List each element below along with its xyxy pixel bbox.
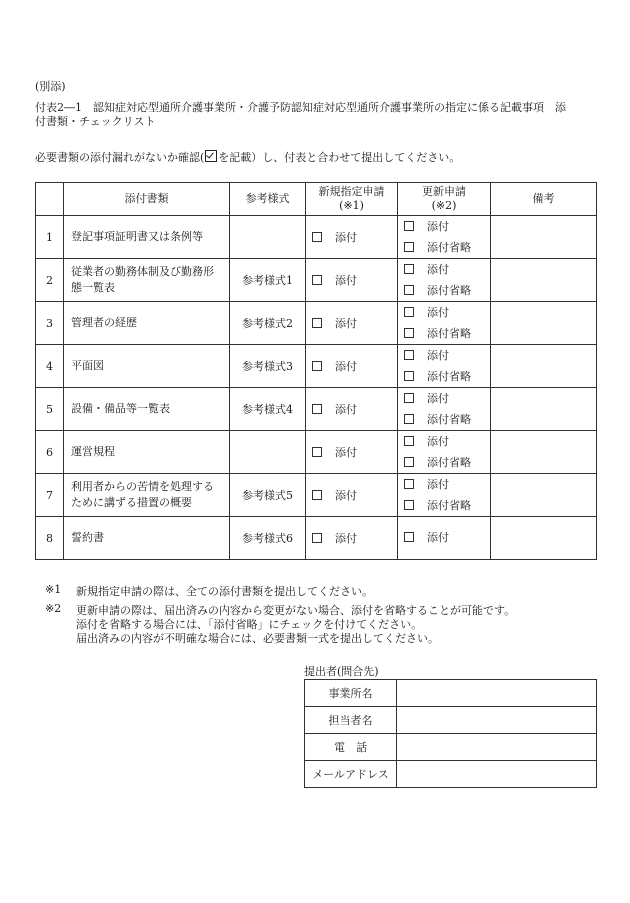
header-new-application-note: (※1) xyxy=(339,199,364,212)
note2-text-line3: 届出済みの内容が不明確な場合には、必要書類一式を提出してください。 xyxy=(76,632,439,645)
renewal-attach-label: 添付 xyxy=(427,435,449,448)
renewal-application-cell xyxy=(398,474,491,517)
new-attach-checkbox[interactable] xyxy=(312,232,322,242)
submitter-field-label: 担当者名 xyxy=(305,707,397,734)
submitter-field-label: 電 話 xyxy=(305,734,397,761)
renewal-omit-checkbox[interactable] xyxy=(404,457,414,467)
row-number: 5 xyxy=(36,388,64,431)
renewal-attach-option xyxy=(404,216,490,237)
note2-text-line1: 更新申請の際は、届出済みの内容から変更がない場合、添付を省略することが可能です。 xyxy=(76,604,516,617)
document-name: 平面図 xyxy=(71,359,104,372)
renewal-attach-option xyxy=(404,345,490,366)
renewal-application-cell xyxy=(398,302,491,345)
remarks-cell[interactable] xyxy=(491,216,597,259)
document-name: 誓約書 xyxy=(71,531,104,544)
reference-form: 参考様式4 xyxy=(230,388,306,431)
reference-form: 参考様式2 xyxy=(230,302,306,345)
new-attach-checkbox[interactable] xyxy=(312,318,322,328)
remarks-cell[interactable] xyxy=(491,345,597,388)
header-attachment-documents: 添付書類 xyxy=(64,183,230,216)
renewal-omit-option xyxy=(404,409,490,430)
document-name-cell xyxy=(64,216,230,259)
reference-form: 参考様式1 xyxy=(230,259,306,302)
document-name: 登記事項証明書又は条例等 xyxy=(71,230,203,243)
row-number: 8 xyxy=(36,517,64,560)
new-application-cell xyxy=(306,474,398,517)
document-name-cell xyxy=(64,345,230,388)
header-renewal-application-label: 更新申請 xyxy=(422,185,466,198)
document-name-cell xyxy=(64,474,230,517)
document-name-cell xyxy=(64,302,230,345)
remarks-cell[interactable] xyxy=(491,388,597,431)
submitter-field-value[interactable] xyxy=(397,707,597,734)
renewal-omit-label: 添付省略 xyxy=(427,499,471,512)
header-new-application xyxy=(306,183,398,216)
renewal-application-cell xyxy=(398,431,491,474)
form-title-line1: 付表2―1 認知症対応型通所介護事業所・介護予防認知症対応型通所介護事業所の指定に係る記載事項 添 xyxy=(35,101,566,114)
renewal-attach-checkbox[interactable] xyxy=(404,436,414,446)
renewal-attach-checkbox[interactable] xyxy=(404,221,414,231)
note2-text-line2: 添付を省略する場合には、「添付省略」にチェックを付けてください。 xyxy=(76,618,423,631)
table-row xyxy=(36,388,597,431)
renewal-application-cell xyxy=(398,517,491,560)
new-application-cell xyxy=(306,345,398,388)
renewal-omit-checkbox[interactable] xyxy=(404,371,414,381)
submitter-table xyxy=(304,679,597,788)
new-attach-checkbox[interactable] xyxy=(312,275,322,285)
submitter-row xyxy=(305,734,597,761)
document-name-cell xyxy=(64,517,230,560)
renewal-attach-option xyxy=(404,388,490,409)
table-row xyxy=(36,431,597,474)
note2-mark: ※2 xyxy=(45,602,62,615)
renewal-attach-checkbox[interactable] xyxy=(404,350,414,360)
remarks-cell[interactable] xyxy=(491,474,597,517)
new-attach-checkbox[interactable] xyxy=(312,404,322,414)
note1-mark: ※1 xyxy=(45,583,62,596)
renewal-omit-checkbox[interactable] xyxy=(404,500,414,510)
document-name: 設備・備品等一覧表 xyxy=(71,402,170,415)
document-name-line2: ために講ずる措置の概要 xyxy=(71,496,192,509)
new-attach-checkbox[interactable] xyxy=(312,361,322,371)
reference-form: 参考様式3 xyxy=(230,345,306,388)
reference-form xyxy=(230,216,306,259)
new-attach-label: 添付 xyxy=(335,446,357,459)
header-remarks: 備考 xyxy=(491,183,597,216)
renewal-attach-checkbox[interactable] xyxy=(404,479,414,489)
renewal-application-cell xyxy=(398,388,491,431)
instruction-text xyxy=(35,149,460,165)
submitter-row xyxy=(305,761,597,788)
renewal-omit-label: 添付省略 xyxy=(427,456,471,469)
renewal-attach-checkbox[interactable] xyxy=(404,532,414,542)
new-attach-label: 添付 xyxy=(335,231,357,244)
renewal-attach-option xyxy=(404,530,490,546)
checklist-table xyxy=(35,182,597,560)
renewal-attach-checkbox[interactable] xyxy=(404,264,414,274)
table-row xyxy=(36,302,597,345)
separate-attachment-label: (別添) xyxy=(35,80,66,93)
row-number: 3 xyxy=(36,302,64,345)
renewal-attach-option xyxy=(404,474,490,495)
new-attach-checkbox[interactable] xyxy=(312,490,322,500)
note1-text: 新規指定申請の際は、全ての添付書類を提出してください。 xyxy=(76,585,373,598)
header-reference-form: 参考様式 xyxy=(230,183,306,216)
header-renewal-application xyxy=(398,183,491,216)
renewal-application-cell xyxy=(398,216,491,259)
submitter-row xyxy=(305,707,597,734)
document-name: 運営規程 xyxy=(71,445,115,458)
submitter-field-label: 事業所名 xyxy=(305,680,397,707)
renewal-omit-option xyxy=(404,323,490,344)
new-application-cell xyxy=(306,517,398,560)
remarks-cell[interactable] xyxy=(491,302,597,345)
submitter-field-value[interactable] xyxy=(397,734,597,761)
document-name-line2: 態一覧表 xyxy=(71,281,115,294)
renewal-attach-option xyxy=(404,431,490,452)
new-attach-label: 添付 xyxy=(335,274,357,287)
renewal-attach-label: 添付 xyxy=(427,220,449,233)
reference-form xyxy=(230,431,306,474)
renewal-attach-option xyxy=(404,259,490,280)
remarks-cell[interactable] xyxy=(491,431,597,474)
renewal-omit-checkbox[interactable] xyxy=(404,414,414,424)
checked-box-icon xyxy=(205,150,217,162)
renewal-attach-checkbox[interactable] xyxy=(404,393,414,403)
table-row xyxy=(36,345,597,388)
new-application-cell xyxy=(306,259,398,302)
table-row xyxy=(36,216,597,259)
checklist-header-row xyxy=(36,183,597,216)
new-attach-label: 添付 xyxy=(335,403,357,416)
submitter-label: 提出者(問合先) xyxy=(304,665,379,678)
renewal-omit-checkbox[interactable] xyxy=(404,285,414,295)
reference-form: 参考様式6 xyxy=(230,517,306,560)
document-name-cell xyxy=(64,431,230,474)
table-row xyxy=(36,474,597,517)
new-attach-checkbox[interactable] xyxy=(312,447,322,457)
reference-form: 参考様式5 xyxy=(230,474,306,517)
submitter-row xyxy=(305,680,597,707)
renewal-omit-option xyxy=(404,280,490,301)
renewal-attach-label: 添付 xyxy=(427,478,449,491)
table-row xyxy=(36,259,597,302)
document-name-cell xyxy=(64,388,230,431)
renewal-attach-label: 添付 xyxy=(427,392,449,405)
new-attach-label: 添付 xyxy=(335,360,357,373)
row-number: 4 xyxy=(36,345,64,388)
renewal-attach-label: 添付 xyxy=(427,349,449,362)
renewal-omit-label: 添付省略 xyxy=(427,241,471,254)
renewal-attach-label: 添付 xyxy=(427,531,449,544)
form-title-line2: 付書類・チェックリスト xyxy=(35,115,156,128)
renewal-omit-option xyxy=(404,237,490,258)
header-no xyxy=(36,183,64,216)
new-application-cell xyxy=(306,302,398,345)
new-attach-label: 添付 xyxy=(335,532,357,545)
document-name-line1: 利用者からの苦情を処理する xyxy=(71,480,214,493)
instruction-text-before: 必要書類の添付漏れがないか確認( xyxy=(35,151,205,164)
renewal-omit-label: 添付省略 xyxy=(427,327,471,340)
remarks-cell[interactable] xyxy=(491,259,597,302)
renewal-attach-label: 添付 xyxy=(427,306,449,319)
renewal-application-cell xyxy=(398,345,491,388)
new-attach-checkbox[interactable] xyxy=(312,533,322,543)
renewal-attach-label: 添付 xyxy=(427,263,449,276)
renewal-omit-option xyxy=(404,366,490,387)
submitter-field-value[interactable] xyxy=(397,761,597,788)
document-name: 管理者の経歴 xyxy=(71,316,137,329)
renewal-omit-option xyxy=(404,452,490,473)
new-application-cell xyxy=(306,431,398,474)
table-row xyxy=(36,517,597,560)
renewal-attach-option xyxy=(404,302,490,323)
renewal-omit-label: 添付省略 xyxy=(427,284,471,297)
renewal-application-cell xyxy=(398,259,491,302)
row-number: 6 xyxy=(36,431,64,474)
header-renewal-application-note: (※2) xyxy=(431,199,457,212)
renewal-omit-label: 添付省略 xyxy=(427,413,471,426)
new-application-cell xyxy=(306,388,398,431)
document-name-cell xyxy=(64,259,230,302)
instruction-text-after: を記載）し、付表と合わせて提出してください。 xyxy=(218,151,461,164)
header-new-application-label: 新規指定申請 xyxy=(318,185,385,198)
submitter-field-label: メールアドレス xyxy=(305,761,397,788)
row-number: 7 xyxy=(36,474,64,517)
new-attach-label: 添付 xyxy=(335,317,357,330)
renewal-omit-option xyxy=(404,495,490,516)
renewal-omit-label: 添付省略 xyxy=(427,370,471,383)
renewal-attach-checkbox[interactable] xyxy=(404,307,414,317)
submitter-field-value[interactable] xyxy=(397,680,597,707)
document-name-line1: 従業者の勤務体制及び勤務形 xyxy=(71,265,214,278)
new-application-cell xyxy=(306,216,398,259)
row-number: 1 xyxy=(36,216,64,259)
remarks-cell[interactable] xyxy=(491,517,597,560)
new-attach-label: 添付 xyxy=(335,489,357,502)
renewal-omit-checkbox[interactable] xyxy=(404,242,414,252)
renewal-omit-checkbox[interactable] xyxy=(404,328,414,338)
row-number: 2 xyxy=(36,259,64,302)
